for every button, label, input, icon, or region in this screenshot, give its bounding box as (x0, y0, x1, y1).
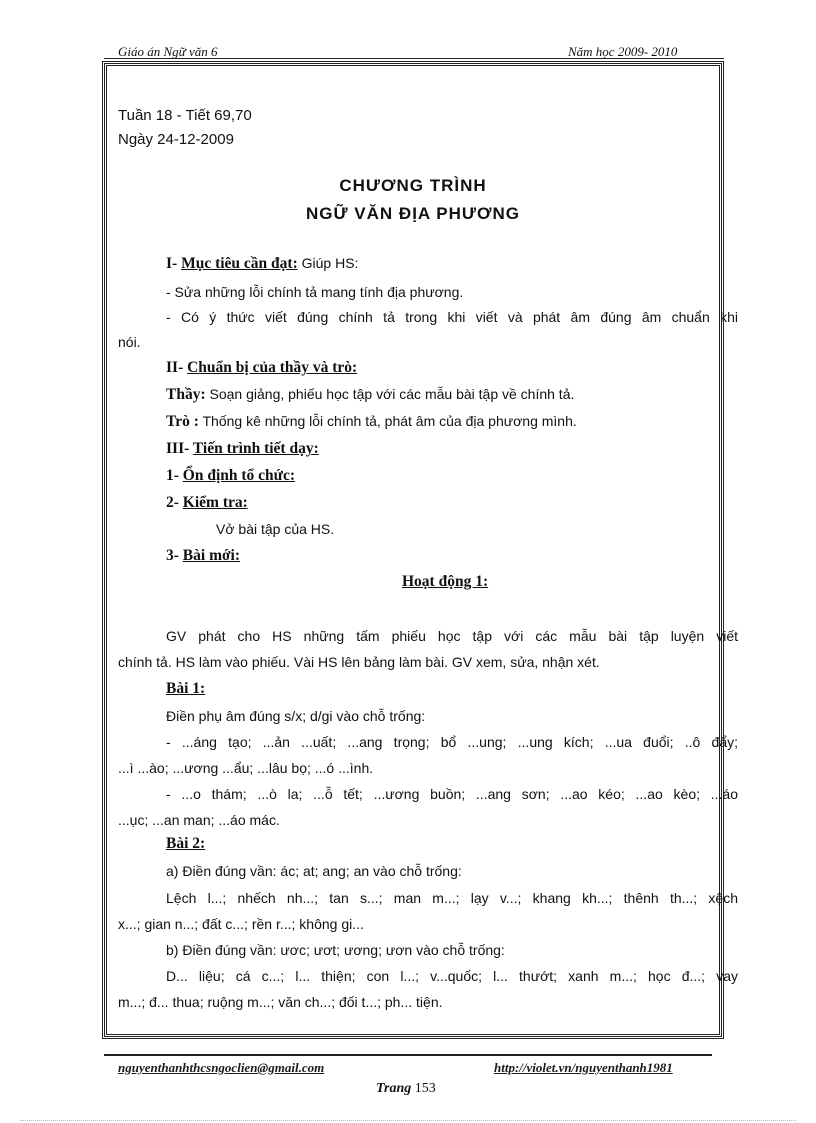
exercise-1-label: Bài 1: (166, 680, 206, 697)
page-title-line1: CHƯƠNG TRÌNH (339, 176, 487, 195)
week-lesson: Tuần 18 - Tiết 69,70 (118, 107, 252, 124)
intro-line: chính tả. HS làm vào phiếu. Vài HS lên bảng làm bài. GV xem, sửa, nhận xét. (118, 654, 600, 670)
footer-site-link[interactable]: http://violet.vn/nguyenthanh1981 (494, 1060, 673, 1075)
section-procedure-heading: Tiến trình tiết dạy: (192, 440, 319, 457)
exercise-2-label: Bài 2: (166, 835, 206, 852)
objective-item: - Có ý thức viết đúng chính tả trong khi viết và phát âm đúng âm chuẩn khi (166, 309, 738, 325)
section-objectives: I- Mục tiêu cần đạt: Giúp HS: (166, 255, 359, 272)
footer-email-link[interactable]: nguyenthanhthcsngoclien@gmail.com (118, 1060, 325, 1075)
exercise-2a-row: x...; gian n...; đất c...; rền r...; không gi... (118, 916, 364, 932)
section-preparation: II- Chuẩn bị của thầy và trò: (166, 359, 358, 376)
exercise-1-row: - ...o thám; ...ò la; ...ỗ tết; ...ương buồn; ...ang sơn; ...ao kéo; ...ao kèo; ...áo (166, 786, 738, 802)
exercise-2a-row: Lệch l...; nhếch nh...; tan s...; man m...; lạy v...; khang kh...; thênh th...; xệch (166, 890, 738, 906)
exercise-1-row: ...ì ...ào; ...ương ...ẩu; ...lâu bọ; ...ó ...ình. (118, 760, 374, 776)
step-new-lesson: 3- Bài mới: (166, 547, 241, 564)
footer-rule (104, 1054, 712, 1056)
objective-item-continuation: nói. (118, 334, 141, 350)
exercise-2b-row: m...; đ... thua; ruộng m...; văn ch...; đối t...; ph... tiện. (118, 994, 443, 1010)
lesson-date: Ngày 24-12-2009 (118, 131, 234, 148)
objective-item: - Sửa những lỗi chính tả mang tính địa phương. (166, 284, 464, 300)
exercise-1-instruction: Điền phụ âm đúng s/x; d/gi vào chỗ trống: (166, 708, 426, 724)
step-check-text: Vở bài tập của HS. (216, 521, 335, 537)
exercise-2a-instruction: a) Điền đúng vần: ác; at; ang; an vào chỗ trống: (166, 863, 462, 879)
activity-heading: Hoạt động 1: (402, 573, 489, 590)
exercise-2b-instruction: b) Điền đúng vần: ươc; ươt; ương; ươn vào chỗ trống: (166, 942, 505, 958)
step-organization: 1- Ổn định tổ chức: (166, 467, 296, 484)
header-school-year: Năm học 2009- 2010 (568, 44, 678, 59)
section-objectives-tail: Giúp HS: (297, 255, 359, 271)
step-check: 2- Kiểm tra: (166, 494, 248, 511)
exercise-1-row: ...ục; ...an man; ...áo mác. (118, 812, 280, 828)
page-title-line2: NGỮ VĂN ĐỊA PHƯƠNG (305, 204, 521, 223)
exercise-1-row: - ...áng tạo; ...ản ...uất; ...ang trọng; bổ ...ung; ...ung kích; ...ua đuổi; ..ô đẩy; (166, 734, 738, 750)
page-bottom-dotted-rule (20, 1120, 796, 1121)
header-subject: Giáo án Ngữ văn 6 (118, 44, 218, 59)
section-procedure: III- Tiến trình tiết dạy: (166, 440, 319, 457)
exercise-2b-row: D... liệu; cá c...; l... thiện; con l...; v...quốc; l... thướt; xanh m...; học đ...; vay (166, 968, 738, 984)
header-rule (104, 58, 724, 59)
student-prep: Trò : Thống kê những lỗi chính tả, phát âm của địa phương mình. (166, 413, 577, 430)
intro-line: GV phát cho HS những tấm phiếu học tập với các mẫu bài tập luyện viết (166, 628, 738, 644)
teacher-prep: Thầy: Soạn giảng, phiếu học tập với các mẫu bài tập về chính tả. (166, 386, 575, 403)
section-preparation-heading: Chuẩn bị của thầy và trò: (187, 359, 358, 376)
page-number: Trang 153 (376, 1081, 436, 1096)
section-objectives-heading: Mục tiêu cần đạt: (181, 255, 298, 272)
